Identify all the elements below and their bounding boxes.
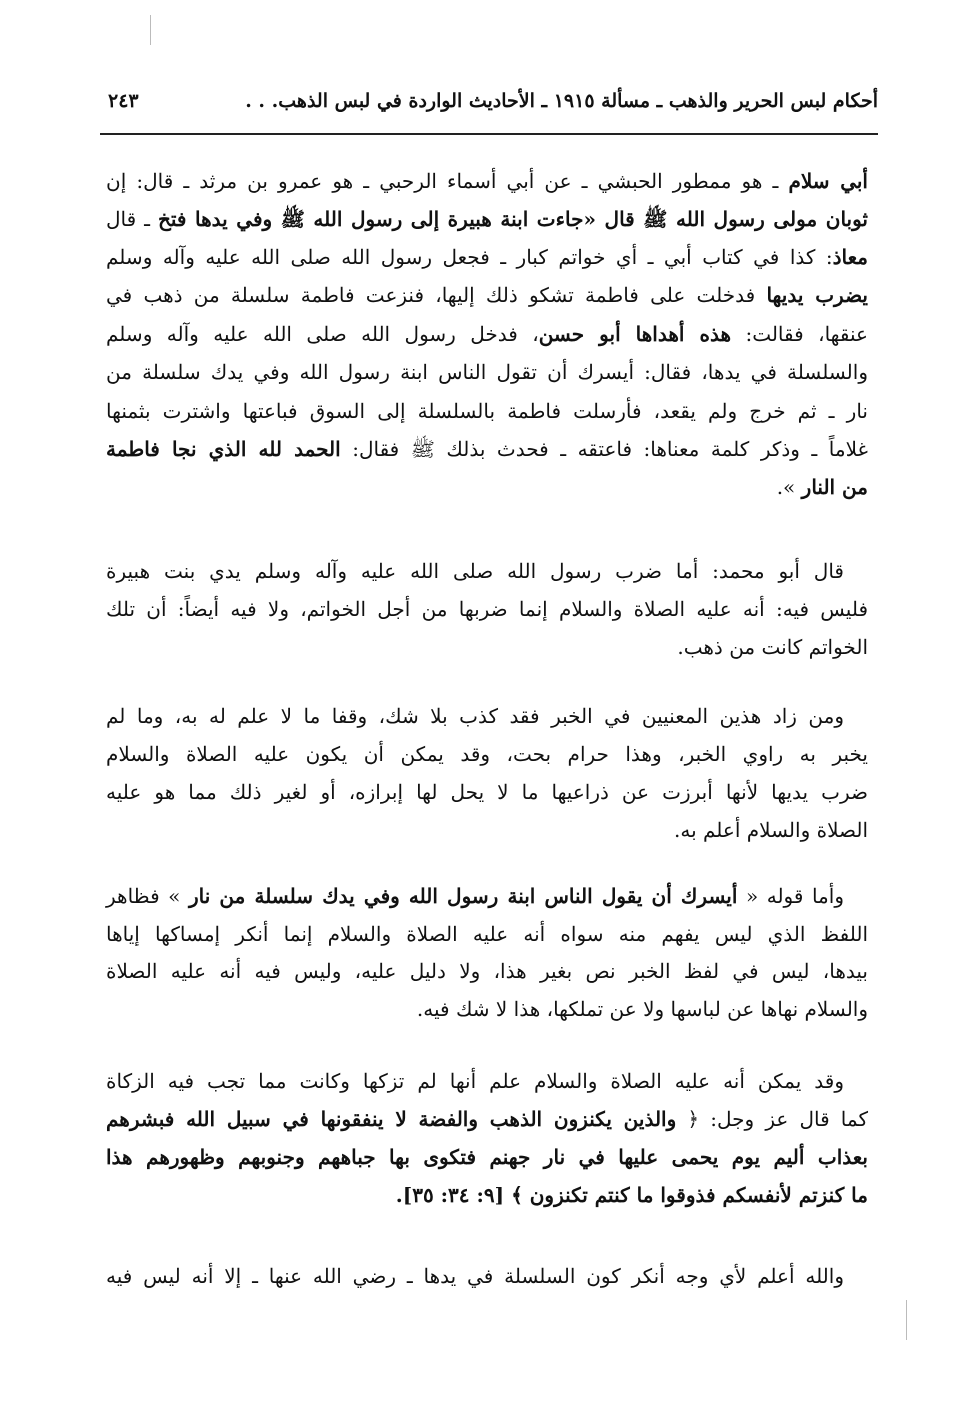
header-rule bbox=[100, 133, 878, 135]
text-line bbox=[106, 166, 868, 196]
text-line bbox=[106, 357, 868, 387]
text-line bbox=[106, 1261, 868, 1291]
text-line bbox=[106, 280, 868, 310]
text-line bbox=[106, 242, 868, 272]
bold-text-segment: بعذاب أليم يوم يحمى عليها في نار جهنم فتكوى بها جباههم وجنوبهم وظهورهم هذا bbox=[106, 1145, 868, 1169]
text-segment: عنقها، فقالت: bbox=[731, 322, 868, 346]
text-line bbox=[106, 956, 868, 986]
running-header bbox=[108, 84, 878, 118]
text-segment: بيدها، ليس في لفظ الخبر نص بغير هذا، ولا دليل عليه، وليس فيه أنه عليه الصلاة bbox=[106, 959, 868, 983]
bold-text-segment: الحمد لله الذي نجا فاطمة bbox=[106, 437, 341, 461]
text-segment: يخبر به راوي الخبر، وهذا حرام بحت، وقد يمكن أن يكون عليه الصلاة والسلام bbox=[106, 742, 868, 766]
text-line bbox=[106, 994, 868, 1024]
text-line bbox=[106, 204, 868, 234]
text-segment: نار ـ ثم خرج ولم يقعد، فأرسلت فاطمة بالسلسلة إلى السوق فباعتها واشترت بثمنها bbox=[106, 399, 868, 423]
text-line bbox=[106, 632, 868, 662]
text-segment: وقد يمكن أنه عليه الصلاة والسلام علم أنها لم تزكها وكانت مما تجب فيه الزكاة bbox=[106, 1069, 844, 1093]
text-segment: غلاماً ـ وذكر كلمة معناها: فاعتقه ـ فحدث بذلك ﷺ فقال: bbox=[340, 437, 868, 461]
text-segment: والسلسلة في يدها، فقال: أيسرك أن تقول الناس ابنة رسول الله وفي يدك سلسلة من bbox=[106, 360, 868, 384]
text-segment: الصلاة والسلام أعلم به. bbox=[673, 818, 868, 842]
text-segment: فليس فيه: أنه عليه الصلاة والسلام إنما ضربها من أجل الخواتم، ولا فيه أيضاً: أن تلك bbox=[106, 597, 868, 621]
bold-text-segment: والذين يكنزون الذهب والفضة لا ينفقونها في سبيل الله فبشرهم bbox=[106, 1107, 677, 1131]
text-segment: ـ قال bbox=[106, 207, 158, 231]
scan-mark bbox=[906, 1300, 907, 1340]
text-line bbox=[106, 472, 868, 502]
text-line bbox=[106, 777, 868, 807]
text-segment: ». bbox=[776, 475, 802, 499]
text-line bbox=[106, 1180, 868, 1210]
text-segment: ومن زاد هذين المعنيين في الخبر فقد كذب بلا شك، وقفا ما لا علم له به، وما لم bbox=[106, 704, 844, 728]
bold-text-segment: ما كنزتم لأنفسكم فذوقوا ما كنتم تكنزون ﴾ [٩: ٣٤: ٣٥]. bbox=[395, 1183, 868, 1207]
text-line bbox=[106, 556, 868, 586]
text-line bbox=[106, 396, 868, 426]
text-line bbox=[106, 701, 868, 731]
bold-text-segment: هذه أهداها أبو حسن bbox=[538, 322, 732, 346]
text-segment: » فظاهر bbox=[106, 884, 189, 908]
bold-text-segment: جاءت ابنة هبيرة إلى رسول الله ﷺ وفي يدها فتخ bbox=[157, 207, 584, 231]
text-segment: ، فدخل رسول الله صلى الله عليه وآله وسلم bbox=[106, 322, 539, 346]
text-line bbox=[106, 594, 868, 624]
bold-text-segment: يضرب يديها bbox=[766, 283, 869, 307]
text-segment: والله أعلم لأي وجه أنكر كون السلسلة في يدها ـ رضي الله عنها ـ إلا أنه ليس فيه bbox=[106, 1264, 844, 1288]
text-segment: الخواتم كانت من ذهب. bbox=[677, 635, 868, 659]
text-segment: اللفظ الذي ليس يفهم منه سواه أنه عليه الصلاة والسلام إنما أنكر إمساكها إياها bbox=[106, 922, 868, 946]
text-line bbox=[106, 434, 868, 464]
text-line bbox=[106, 815, 868, 845]
text-line bbox=[106, 1142, 868, 1172]
page-number: ٢٤٣ bbox=[108, 90, 139, 112]
text-line bbox=[106, 1104, 868, 1134]
bold-text-segment: أبي سلام bbox=[788, 169, 868, 193]
text-line bbox=[106, 319, 868, 349]
text-segment: ـ هو ممطور الحبشي ـ عن أبي أسماء الرحبي ـ هو عمرو بن مرثد ـ قال: إن bbox=[106, 169, 789, 193]
text-line bbox=[106, 739, 868, 769]
text-segment: قال أبو محمد: أما ضرب رسول الله صلى الله عليه وآله وسلم يدي بنت هبيرة bbox=[106, 559, 844, 583]
bold-text-segment: ثوبان مولى رسول الله ﷺ قال « bbox=[583, 207, 868, 231]
scan-mark bbox=[150, 15, 151, 45]
text-segment: : كذا في كتاب أبي ـ أي خواتم كبار ـ فجعل رسول الله صلى الله عليه وآله وسلم bbox=[106, 245, 833, 269]
text-segment: والسلام نهاها عن لباسها ولا عن تملكها، هذا لا شك فيه. bbox=[416, 997, 868, 1021]
bold-text-segment: من النار bbox=[801, 475, 868, 499]
bold-text-segment: معاذ bbox=[832, 245, 868, 269]
text-line bbox=[106, 881, 868, 911]
text-segment: كما قال عز وجل: ﴿ bbox=[676, 1107, 868, 1131]
text-segment: ضرب يديها لأنها أبرزت عن ذراعيها ما لا يحل لها إبرازه، أو لغير ذلك مما هو عليه bbox=[106, 780, 868, 804]
text-segment: فدخلت على فاطمة تشكو ذلك إليها، فنزعت فاطمة سلسلة من ذهب في bbox=[106, 283, 767, 307]
running-title: أحكام لبس الحرير والذهب ـ مسألة ١٩١٥ ـ الأحاديث الواردة في لبس الذهب. . . bbox=[245, 90, 878, 112]
text-segment: وأما قوله « bbox=[737, 884, 844, 908]
text-line bbox=[106, 919, 868, 949]
bold-text-segment: أيسرك أن يقول الناس ابنة رسول الله وفي يدك سلسلة من نار bbox=[188, 884, 738, 908]
text-line bbox=[106, 1066, 868, 1096]
